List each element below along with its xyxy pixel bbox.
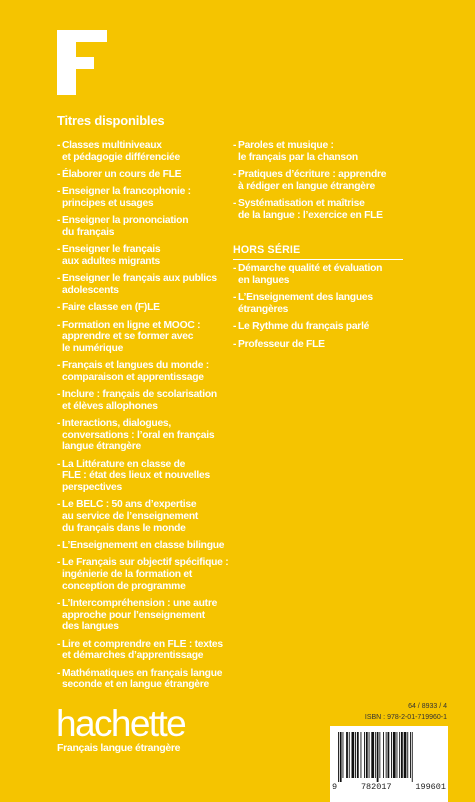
title-text: Inclure : français de scolarisation et élèves allophones xyxy=(62,389,217,412)
title-list-item xyxy=(57,244,232,267)
title-text: L’Enseignement en classe bilingue xyxy=(62,539,225,551)
title-text: Élaborer un cours de FLE xyxy=(62,168,182,180)
title-list-item xyxy=(233,263,408,286)
barcode-bar xyxy=(346,732,348,778)
barcode-bars xyxy=(336,732,442,782)
title-list-item xyxy=(57,557,232,592)
bullet-dash: - xyxy=(57,557,61,569)
bullet-dash: - xyxy=(57,499,61,511)
title-list-item xyxy=(57,320,232,355)
barcode-bar xyxy=(397,732,398,778)
title-text: Professeur de FLE xyxy=(238,338,325,350)
bullet-dash: - xyxy=(57,597,61,609)
bullet-dash: - xyxy=(57,273,61,285)
barcode-bar xyxy=(404,732,407,778)
bullet-dash: - xyxy=(57,360,61,372)
title-list-item xyxy=(57,540,232,552)
hors-serie-divider xyxy=(233,259,403,260)
barcode-bar xyxy=(375,732,376,778)
title-list-item xyxy=(233,140,408,163)
title-list-item xyxy=(233,321,408,333)
bullet-dash: - xyxy=(233,168,237,180)
bullet-dash: - xyxy=(57,458,61,470)
title-list-item xyxy=(57,598,232,633)
bullet-dash: - xyxy=(57,302,61,314)
title-list-item xyxy=(233,292,408,315)
title-text: Pratiques d’écriture : apprendre à rédiger en langue étrangère xyxy=(238,168,387,192)
barcode-bar xyxy=(349,732,350,778)
title-list-item xyxy=(57,639,232,662)
bullet-dash: - xyxy=(233,263,237,275)
barcode-bar xyxy=(410,732,411,778)
title-text: Mathématiques en français langue seconde et en langue étrangère xyxy=(62,667,223,691)
publisher-subtitle: Français langue étrangère xyxy=(57,742,181,754)
title-list-item xyxy=(57,418,232,453)
title-text: Paroles et musique : le français par la chanson xyxy=(238,140,358,163)
left-title-list xyxy=(57,140,232,697)
barcode-digits xyxy=(332,782,446,792)
title-text: Systématisation et maîtrise de la langue : l’exercice en FLE xyxy=(238,197,383,221)
hors-serie-heading: HORS SÉRIE xyxy=(233,244,301,257)
title-text: Français et langues du monde : comparaison et apprentissage xyxy=(62,360,209,383)
barcode-bar xyxy=(355,732,356,778)
barcode-bar xyxy=(371,732,374,778)
title-list-item xyxy=(233,339,408,351)
reference-code: 64 / 8933 / 4 xyxy=(408,703,447,710)
barcode-digit-group: 9 xyxy=(332,782,338,792)
title-text: Classes multiniveaux et pédagogie différenciée xyxy=(62,140,180,163)
isbn-code: ISBN : 978-2-01-719960-1 xyxy=(364,714,447,721)
barcode-bar xyxy=(401,732,403,778)
publisher-f-logo-icon xyxy=(57,30,107,95)
barcode-bar xyxy=(391,732,392,778)
barcode-bar xyxy=(357,732,359,778)
barcode-bar xyxy=(412,732,413,782)
title-list-item xyxy=(57,499,232,534)
barcode-bar xyxy=(386,732,387,778)
barcode-bar xyxy=(369,732,370,778)
title-list-item xyxy=(233,198,408,221)
title-text: Faire classe en (F)LE xyxy=(62,302,160,314)
barcode-bar xyxy=(340,732,342,782)
title-list-item xyxy=(57,668,232,691)
title-text: Le Rythme du français parlé xyxy=(238,321,370,333)
title-text: Enseigner la francophonie : principes et usages xyxy=(62,186,191,209)
barcode-bar xyxy=(366,732,368,778)
title-list-item xyxy=(57,140,232,163)
bullet-dash: - xyxy=(57,667,61,679)
title-text: Interactions, dialogues, conversations : l’oral en français langue étrangère xyxy=(62,418,215,453)
title-text: Le Français sur objectif spécifique : ingénierie de la formation et conception de programme xyxy=(62,557,229,592)
bullet-dash: - xyxy=(57,140,61,151)
barcode-bar xyxy=(383,732,384,778)
product-codes xyxy=(365,701,447,723)
title-text: L’Enseignement des langues étrangères xyxy=(238,292,373,315)
title-text: Enseigner le français aux adultes migrants xyxy=(62,244,161,267)
bullet-dash: - xyxy=(233,140,237,151)
barcode-bar xyxy=(393,732,396,778)
bullet-dash: - xyxy=(57,186,61,198)
bullet-dash: - xyxy=(233,338,237,350)
title-list-item xyxy=(57,169,232,181)
title-text: La Littérature en classe de FLE : état des lieux et nouvelles perspectives xyxy=(62,458,210,494)
barcode-digit-group: 782017 xyxy=(360,782,392,792)
barcode-bar xyxy=(352,732,355,778)
title-text: Enseigner la prononciation du français xyxy=(62,215,189,238)
title-text: Démarche qualité et évaluation en langues xyxy=(238,263,383,286)
bullet-dash: - xyxy=(233,321,237,333)
bullet-dash: - xyxy=(57,244,61,256)
section-title: Titres disponibles xyxy=(57,113,165,128)
barcode-bar xyxy=(388,732,390,778)
barcode-bar xyxy=(379,732,380,778)
barcode-digit-group: 199601 xyxy=(415,782,446,792)
title-list-item xyxy=(57,273,232,296)
bullet-dash: - xyxy=(57,638,61,650)
title-list-item xyxy=(233,169,408,192)
bullet-dash: - xyxy=(233,292,237,304)
title-text: Enseigner le français aux publics adolescents xyxy=(62,273,217,296)
title-list-item xyxy=(57,186,232,209)
bullet-dash: - xyxy=(233,197,237,209)
title-text: Le BELC : 50 ans d’expertise au service de l’enseignement du français dans le monde xyxy=(62,499,199,534)
title-text: Formation en ligne et MOOC : apprendre et se former avec le numérique xyxy=(62,319,201,354)
barcode-bar xyxy=(343,732,344,778)
barcode-bar xyxy=(399,732,400,778)
bullet-dash: - xyxy=(57,389,61,401)
bullet-dash: - xyxy=(57,539,61,551)
bullet-dash: - xyxy=(57,418,61,430)
title-text: Lire et comprendre en FLE : textes et démarches d’apprentissage xyxy=(62,638,223,662)
barcode xyxy=(330,726,448,802)
barcode-bar xyxy=(361,732,362,778)
barcode-bar xyxy=(364,732,365,778)
title-list-item xyxy=(57,302,232,314)
title-list-item xyxy=(57,459,232,494)
title-list-item xyxy=(57,360,232,383)
bullet-dash: - xyxy=(57,168,61,180)
barcode-bar xyxy=(338,732,339,782)
title-text: L’Intercompréhension : une autre approche pour l’enseignement des langues xyxy=(62,597,218,633)
title-list-item xyxy=(57,215,232,238)
bullet-dash: - xyxy=(57,215,61,227)
barcode-bar xyxy=(377,732,379,782)
right-title-list xyxy=(233,140,408,356)
barcode-bar xyxy=(407,732,408,778)
publisher-logo-text: hachette xyxy=(56,703,186,744)
bullet-dash: - xyxy=(57,319,61,331)
title-list-item xyxy=(57,389,232,412)
